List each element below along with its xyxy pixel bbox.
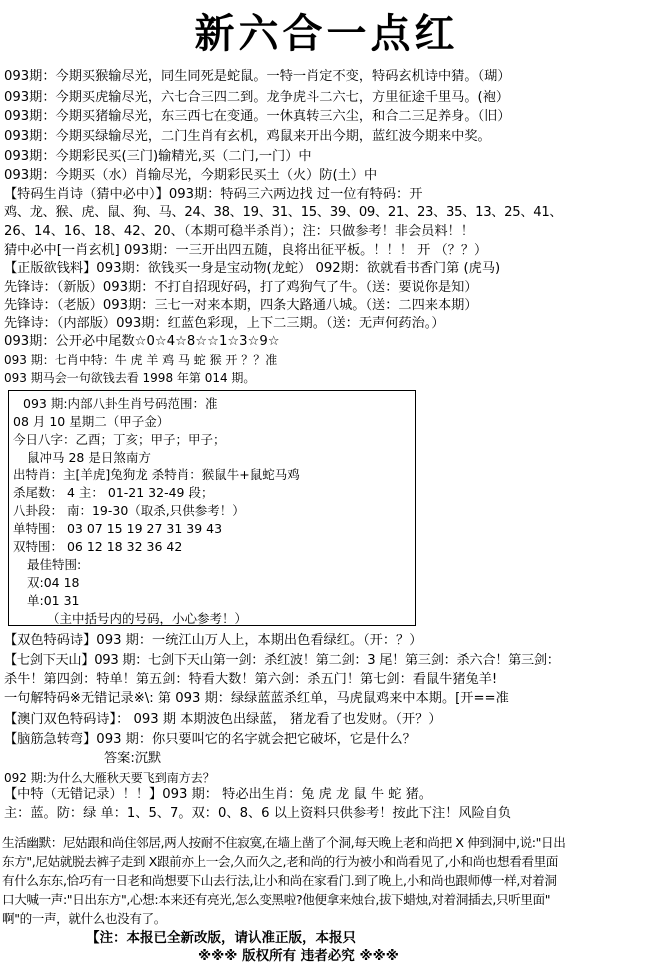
bagua-box bbox=[8, 390, 416, 626]
story-line: 东方",尼姑就脱去裤子走到 X跟前亦上一会,久而久之,老和尚的行为被小和尚看见了,小和尚也想看看里面 bbox=[2, 854, 558, 869]
box-chong: 鼠冲马 28 是日煞南方 bbox=[27, 450, 151, 465]
box-tail: 杀尾数： 4 主： 01-21 32-49 段； bbox=[13, 485, 214, 500]
seven-swords-cont: 杀牛！第四剑：特单！第五剑：特看大数！第六剑：杀五门！第七剑：看鼠牛猪兔羊! bbox=[4, 672, 498, 687]
money-riddle: 【正版欲钱料】093期：欲钱买一身是宝动物(龙蛇） 092期：欲就看书香门第 (虎马) bbox=[4, 261, 501, 276]
box-bazi: 今日八字：乙酉；丁亥；甲子；甲子； bbox=[13, 432, 226, 447]
racing-line: 093 期马会一句欲钱去看 1998 年第 014 期。 bbox=[4, 371, 256, 385]
box-best: 最佳特围: bbox=[27, 557, 82, 572]
teaser-question: 092 期:为什么大雁秋天要飞到南方去？ bbox=[4, 771, 215, 785]
box-out: 出特肖：主[羊虎]兔狗龙 杀特肖：猴鼠牛+鼠蛇马鸡 bbox=[13, 467, 300, 482]
poem-line: 093期：今期买（水）肖输尽光，今期彩民买土（火）防(土）中 bbox=[4, 168, 378, 183]
brain-teaser: 【脑筋急转弯】093 期：你只要叫它的名字就会把它破坏，它是什么？ bbox=[4, 732, 416, 747]
number-list: 26、14、16、18、42、20、（本期可稳半杀肖）；注：只做参考！非会员料！！ bbox=[4, 224, 474, 239]
poem-line: 093期：今期买虎输尽光，六七合三四二到。龙争虎斗二六七，方里征途千里马。(袍） bbox=[4, 90, 510, 105]
box-note: （主中括号内的号码，小心参考！） bbox=[47, 611, 248, 626]
box-header: 093 期:内部八卦生肖号码范围：准 bbox=[23, 396, 218, 411]
seven-swords: 【七剑下天山】093 期：七剑下天山第一剑：杀红波！第二剑：3 尾！第三剑：杀六合！第三剑： bbox=[4, 653, 560, 668]
story-line: 啊"的一声，就什么也没有了。 bbox=[2, 911, 166, 926]
story-line: 有什么东东,恰巧有一日老和尚想要下山去行法,让小和尚在家看门.到了晚上,小和尚也跟师傅一样,对着洞 bbox=[2, 873, 557, 888]
humor-story bbox=[2, 833, 650, 928]
story-line: 生活幽默：尼姑跟和尚住邻居,两人按耐不住寂寞,在墙上凿了个洞,每天晚上老和尚把 X 伸到洞中,说:"日出 bbox=[2, 835, 566, 850]
footer-copyright: ※※※ 版权所有 违者必究 ※※※ bbox=[198, 948, 399, 964]
one-sentence: 一句解特码※无错记录※\: 第 093 期：绿绿蓝蓝杀红单，马虎鼠鸡来中本期。[开==准 bbox=[4, 691, 509, 706]
page-title: 新六合一点红 bbox=[194, 10, 459, 57]
pioneer-poem: 先锋诗：（老版）093期：三七一对来本期，四条大路通八城。（送：二四来本期） bbox=[4, 298, 478, 313]
teaser-answer: 答案:沉默 bbox=[104, 751, 162, 766]
poem-line: 093期：今期彩民买(三门)输精光,买（二门,一门）中 bbox=[4, 149, 312, 164]
pioneer-poem: 先锋诗：（内部版）093期：红蓝色彩现，上下二三期。（送：无声何药治。） bbox=[4, 316, 445, 331]
number-list: 鸡、龙、猴、虎、鼠、狗、马、24、38、19、31、15、39、09、21、23、35、13、25、41、 bbox=[4, 205, 563, 220]
footer-note: 【注：本报已全新改版，请认准正版，本报只 bbox=[86, 930, 356, 946]
seven-zodiac: 093 期：七肖中特：牛 虎 羊 鸡 马 蛇 猴 开 ？？准 bbox=[4, 353, 278, 367]
macau-poem: 【澳门双色特码诗】： 093 期 本期波色出绿蓝， 猪龙看了也发财。（开？） bbox=[4, 712, 442, 727]
story-line: 口大喊一声:"日出东方",心想:本来还有亮光,怎么变黑啦?他便拿来烛台,拔下蜡烛,对着洞插去,只听里面" bbox=[2, 892, 551, 907]
pioneer-poem: 先锋诗：（新版）093期：不打自招现好码，打了鸡狗气了牛。（送：要说你是知） bbox=[4, 280, 478, 295]
special-code-poem: 【特码生肖诗（猜中必中）】093期：特码三六两边找 过一位有特码：开 bbox=[4, 187, 423, 202]
tail-numbers: 093期：公开必中尾数☆0☆4☆8☆☆1☆3☆9☆ bbox=[4, 334, 280, 349]
poem-line: 093期：今期买猪输尽光，东三西七在变通。一休真转三六尘，和合二三足养身。（旧） bbox=[4, 109, 511, 124]
poem-line: 093期：今期买猴输尽光，同生同死是蛇鼠。一特一肖定不变，特码玄机诗中猜。（瑚） bbox=[4, 69, 511, 84]
box-bagua: 八卦段： 南：19-30（取杀,只供参考！） bbox=[13, 503, 245, 518]
color-poem: 【双色特码诗】093 期：一统江山万人上，本期出色看绿红。（开：？） bbox=[4, 633, 423, 648]
poem-line: 093期：今期买绿输尽光，二门生肖有玄机，鸡鼠来开出今期，蓝红波今期来中奖。 bbox=[4, 129, 491, 144]
box-date: 08 月 10 星期二（甲子金） bbox=[13, 414, 170, 429]
box-dan: 单特围： 03 07 15 19 27 31 39 43 bbox=[13, 521, 223, 536]
main-guard: 主：蓝。防：绿 单：1、5、7。双：0、8、6 以上资料只供参考！按此下注！风险自负 bbox=[4, 806, 512, 821]
mystery-line: 猜中必中[一肖玄机] 093期：一三开出四五随，良将出征平板。！！！ 开 （？？） bbox=[4, 243, 488, 258]
special-zodiac: 【中特（无错记录）！！】093 期： 特必出生肖：兔 虎 龙 鼠 牛 蛇 猪。 bbox=[4, 787, 432, 802]
box-best-dan: 单:01 31 bbox=[27, 593, 80, 608]
box-shuang: 双特围： 06 12 18 32 36 42 bbox=[13, 539, 183, 554]
box-best-shuang: 双:04 18 bbox=[27, 575, 80, 590]
